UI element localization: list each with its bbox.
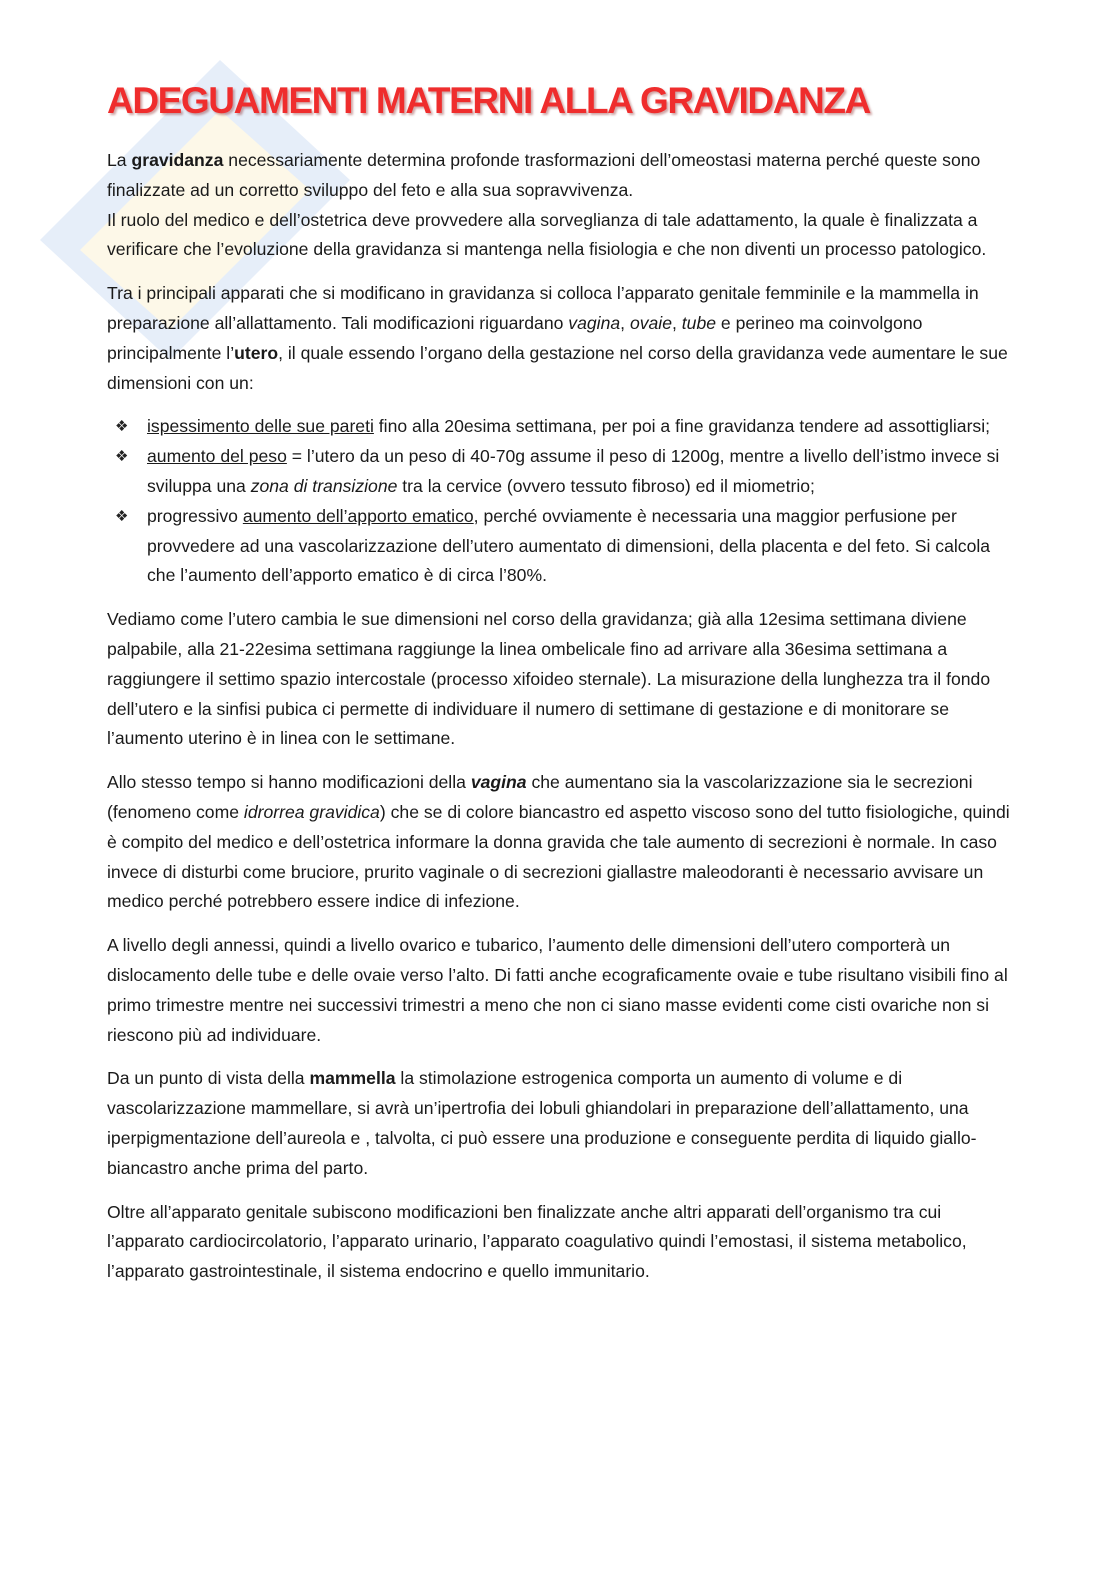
text: Allo stesso tempo si hanno modificazioni della [107, 772, 471, 793]
text: la stimolazione estrogenica comporta un aumento di volume e di vascolarizzazione mammellare, si avrà un’ipertrofia dei lobuli ghiandolari in preparazione dell’allattamento, una iperpigmentazione dell’aureola e , talvolta, ci può essere una produzione e conseguente perdita di liquido giallo-biancastro anche prima del parto. [107, 1068, 977, 1178]
diamond-bullet-icon: ❖ [115, 507, 129, 525]
list-item [107, 412, 1012, 442]
text: ) che se di colore biancastro ed aspetto viscoso sono del tutto fisiologiche, quindi è compito del medico e dell’ostetrica informare la donna gravida che tale aumento di secrezioni è normale. In caso invece di disturbi come bruciore, prurito vaginale o di secrezioni giallastre maleodoranti è necessario avvisare un medico perché potrebbero essere indice di infezione. [107, 801, 1010, 912]
text: = l’utero da un peso di 40-70g assume il peso di 1200g, mentre a livello dell’istmo invece si sviluppa una [147, 446, 1000, 496]
keyword-idrorrea: idrorrea gravidica [243, 801, 380, 822]
paragraph-utero-dimensioni: Vediamo come l’utero cambia le sue dimensioni nel corso della gravidanza; già alla 12esima settimana diviene palpabile, alla 21-22esima settimana raggiunge la linea ombelicale fino ad arrivare alla 36esima settimana a raggiungere il settimo spazio intercostale (processo xifoideo sternale). La misurazione della lunghezza tra il fondo dell’utero e la sinfisi pubica ci permette di individuare il numero di settimane di gestazione e di monitorare se l’aumento uterino è in linea con le settimane. [107, 609, 991, 749]
text: Tra i principali apparati che si modificano in gravidanza si colloca l’apparato genitale femminile e la mammella in preparazione all’allattamento. Tali modificazioni riguardano [107, 283, 979, 333]
document-page [107, 80, 1012, 1301]
keyword-utero: utero [234, 342, 279, 363]
italic-term: zona di transizione [250, 475, 398, 496]
text: e perineo ma coinvolgono principalmente l’ [107, 312, 923, 363]
paragraph-vagina [107, 768, 1012, 917]
text: Da un punto di vista della [107, 1068, 310, 1089]
text: La [107, 150, 132, 170]
keyword-mammella: mammella [309, 1068, 396, 1089]
list-item [107, 442, 1012, 502]
keyword-vagina: vagina [470, 772, 527, 793]
bullet-list [107, 412, 1012, 591]
paragraph-apparati [107, 279, 1012, 398]
underlined-term: aumento dell’apporto ematico [242, 505, 474, 526]
text: progressivo [147, 505, 243, 526]
page-title: ADEGUAMENTI MATERNI ALLA GRAVIDANZA [107, 80, 870, 121]
keyword-ovaie: ovaie [629, 312, 672, 333]
paragraph-annessi: A livello degli annessi, quindi a livello ovarico e tubarico, l’aumento delle dimensioni dell’utero comporterà un dislocamento delle tube e delle ovaie verso l’alto. Di fatti anche ecograficamente ovaie e tube risultano visibili fino al primo trimestre mentre nei successivi trimestri a meno che non ci siano masse evidenti come cisti ovariche non si riescono più ad individuare. [107, 935, 1008, 1045]
paragraph-intro [107, 146, 1012, 265]
keyword-gravidanza: gravidanza [131, 150, 224, 170]
text: , [620, 312, 630, 333]
keyword-vagina: vagina [568, 312, 621, 333]
text: , [672, 312, 682, 333]
underlined-term: ispessimento delle sue pareti [147, 416, 374, 437]
text: , perché ovviamente è necessaria una maggior perfusione per provvedere ad una vascolarizzazione dell’utero aumentato di dimensioni, della placenta e del feto. Si calcola che l’aumento dell’apporto ematico è di circa l’80%. [147, 505, 991, 586]
keyword-tube: tube [681, 312, 717, 333]
text: Il ruolo del medico e dell’ostetrica deve provvedere alla sorveglianza di tale adattamento, la quale è finalizzata a verificare che l’evoluzione della gravidanza si mantenga nella fisiologia e che non diventi un processo patologico. [107, 209, 987, 260]
underlined-term: aumento del peso [147, 446, 287, 467]
text: , il quale essendo l’organo della gestazione nel corso della gravidanza vede aumentare le sue dimensioni con un: [107, 342, 1008, 393]
paragraph-mammella [107, 1064, 1012, 1183]
text: che aumentano sia la vascolarizzazione sia le secrezioni (fenomeno come [107, 772, 973, 822]
text: fino alla 20esima settimana, per poi a fine gravidanza tendere ad assottigliarsi; [373, 416, 991, 437]
list-item [107, 502, 1012, 591]
diamond-bullet-icon: ❖ [115, 448, 129, 466]
diamond-bullet-icon: ❖ [115, 418, 129, 436]
text: tra la cervice (ovvero tessuto fibroso) ed il miometrio; [397, 475, 815, 496]
paragraph-altri-apparati: Oltre all’apparato genitale subiscono modificazioni ben finalizzate anche altri apparati dell’organismo tra cui l’apparato cardiocircolatorio, l’apparato urinario, l’apparato coagulativo quindi l’emostasi, il sistema metabolico, l’apparato gastrointestinale, il sistema endocrino e quello immunitario. [107, 1201, 967, 1282]
text: necessariamente determina profonde trasformazioni dell’omeostasi materna perché queste sono finalizzate ad un corretto sviluppo del feto e alla sua sopravvivenza. [107, 150, 981, 200]
